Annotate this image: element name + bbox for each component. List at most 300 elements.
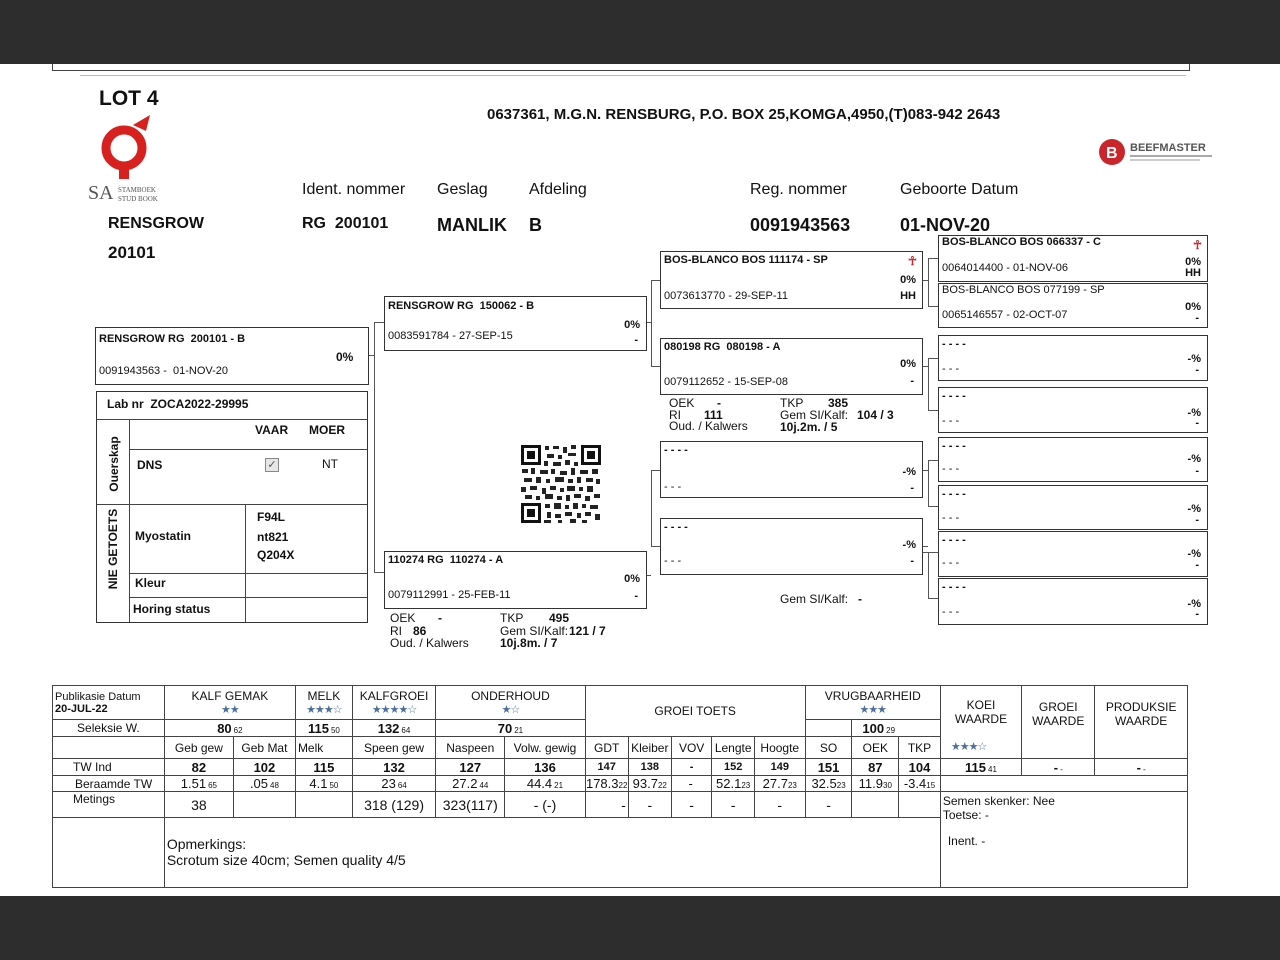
lab-col-divider	[129, 420, 130, 622]
beraamde-row	[53, 776, 1188, 792]
seleksie-kalfgroei-value: 132	[377, 720, 400, 736]
qr-code	[520, 444, 602, 524]
col-header-blank	[53, 737, 165, 759]
col-header: Volw. gewig	[505, 737, 585, 759]
met-value: -	[628, 792, 671, 818]
gg-title: - - - -	[942, 581, 966, 593]
groei-toets-header: GROEI TOETS	[585, 686, 805, 737]
dd-gem: -	[858, 592, 862, 606]
lab-row-line-3	[129, 573, 367, 574]
bt-cell	[436, 776, 505, 792]
bt-value: 11.9	[858, 776, 884, 791]
bt-cell	[295, 776, 352, 792]
gg-pct: -%	[1187, 598, 1201, 610]
dam-tkp-label: TKP	[500, 611, 524, 625]
tw-prod-sub: -	[1143, 764, 1146, 774]
bt-value: 178.3	[585, 776, 619, 791]
bt-sub: 50	[329, 781, 339, 790]
kalfgroei-stars-icon: ★★★★☆	[371, 704, 417, 716]
vaar-header: VAAR	[255, 423, 289, 437]
publication-date: 20-JUL-22	[55, 702, 108, 715]
col-header: Melk	[295, 737, 352, 759]
melk-stars-icon: ★★★☆	[306, 704, 342, 716]
lab-row-line	[129, 449, 367, 450]
top-viewer-bar	[0, 0, 1280, 64]
connector	[374, 322, 375, 572]
tw-value: 132	[352, 759, 435, 776]
melk-title: MELK	[307, 689, 341, 703]
tw-value: 151	[805, 759, 852, 776]
sire-id: 0083591784 - 27-SEP-15	[388, 330, 513, 342]
gg-box	[938, 335, 1208, 381]
gg-id: - - -	[942, 415, 960, 427]
animal-name: RENSGROW	[108, 215, 204, 232]
bt-cell	[164, 776, 233, 792]
seleksie-vrug-blank	[805, 720, 852, 737]
kalfgroei-header	[352, 686, 435, 720]
svg-text:STUD BOOK: STUD BOOK	[118, 195, 158, 203]
dam-oek-label: OEK	[390, 611, 416, 625]
bt-sub: 23	[836, 781, 846, 790]
bt-cell	[899, 776, 941, 792]
dam-gem-label: Gem SI/Kalf:	[500, 624, 569, 638]
bt-sub: 22	[618, 781, 628, 790]
gg-box	[938, 437, 1208, 482]
bt-value: -3.4	[903, 776, 927, 791]
remarks-blank	[53, 818, 165, 888]
bt-value: 93.7	[632, 776, 658, 791]
bt-sub: 22	[657, 781, 667, 790]
dam-box	[384, 551, 647, 609]
tw-koei-value: 115	[965, 759, 987, 775]
semen-donor: Semen skenker: Nee	[942, 794, 1055, 808]
subject-animal-box	[95, 327, 369, 385]
tw-prod	[1095, 759, 1188, 776]
met-value: -	[754, 792, 805, 818]
ds-box	[660, 441, 923, 498]
connector	[928, 460, 938, 461]
bt-value: 1.51	[180, 776, 207, 791]
animal-number: 20101	[108, 243, 156, 262]
dd-flag: -	[910, 555, 914, 567]
ouerskap-label: Ouerskap	[107, 436, 121, 492]
dd-box	[660, 518, 923, 575]
section-value: B	[529, 215, 542, 235]
tw-ind-row	[53, 759, 1188, 776]
met-value: -	[805, 792, 852, 818]
met-value: - (-)	[505, 792, 585, 818]
gg-id: - - -	[942, 606, 960, 618]
bt-cell	[352, 776, 435, 792]
sd-id: 0079112652 - 15-SEP-08	[664, 376, 788, 388]
connector	[374, 572, 384, 573]
col-header: GDT	[585, 737, 628, 759]
gg-box	[938, 531, 1208, 577]
myo-col-line	[245, 504, 246, 622]
gg-id: - - -	[942, 512, 960, 524]
groei-waarde-header: GROEI WAARDE	[1022, 686, 1095, 759]
ds-flag: -	[910, 482, 914, 494]
bt-value: .05	[249, 776, 269, 791]
bt-cell	[805, 776, 852, 792]
tw-groei	[1022, 759, 1095, 776]
label-reg: Reg. nommer	[750, 181, 847, 198]
ssd-flag: -	[1195, 312, 1199, 324]
bt-value: 27.7	[762, 776, 788, 791]
kalfgroei-title: KALFGROEI	[359, 689, 429, 703]
bt-cell	[233, 776, 295, 792]
ssd-id: 0065146557 - 02-OCT-07	[942, 309, 1068, 321]
myo-value-3: Q204X	[257, 548, 295, 562]
kalf-gemak-stars-icon: ★★	[221, 704, 239, 716]
met-value	[852, 792, 899, 818]
sss-id: 0064014400 - 01-NOV-06	[942, 262, 1068, 274]
col-header: Hoogte	[754, 737, 805, 759]
gg-title: - - - -	[942, 440, 966, 452]
dd-pct: -%	[902, 539, 916, 551]
bt-cell	[754, 776, 805, 792]
col-header: Naspeen	[436, 737, 505, 759]
bt-value: 44.4	[526, 776, 553, 791]
ssd-pct: 0%	[1185, 301, 1201, 313]
seleksie-kalf-gemak-sub: 62	[233, 725, 243, 735]
publication-cell	[53, 686, 165, 720]
gg-id: - - -	[942, 463, 960, 475]
onderhoud-title: ONDERHOUD	[471, 689, 550, 703]
connector	[928, 552, 929, 598]
dam-title: 110274 RG 110274 - A	[388, 554, 504, 566]
seleksie-vrug	[852, 720, 940, 737]
connector	[928, 306, 938, 307]
breeder-info: 0637361, M.G.N. RENSBURG, P.O. BOX 25,KOMGA,4950,(T)083-942 2643	[487, 106, 1001, 123]
sd-ri: 111	[704, 408, 723, 422]
bt-sub: 44	[479, 781, 489, 790]
gg-box	[938, 387, 1208, 433]
lab-divider	[97, 419, 367, 420]
tw-value: 104	[899, 759, 941, 776]
bt-sub: 23	[787, 781, 797, 790]
myo-value-1: F94L	[257, 510, 286, 524]
bt-value: 27.2	[452, 776, 478, 791]
gg-id: - - -	[942, 363, 960, 375]
gg-box	[938, 578, 1208, 625]
tw-value: 149	[754, 759, 805, 776]
sd-tkp: 385	[828, 396, 849, 410]
dns-vaar-check-icon: ✓	[265, 458, 279, 472]
sd-title: 080198 RG 080198 - A	[664, 341, 781, 353]
bt-sub: 65	[208, 781, 217, 790]
dd-id: - - -	[664, 555, 682, 567]
dam-oud: 10j.8m. / 7	[500, 636, 558, 650]
bt-cell	[852, 776, 899, 792]
subject-id: 0091943563 - 01-NOV-20	[99, 365, 229, 377]
bottom-viewer-bar	[0, 896, 1280, 960]
tw-value: 127	[436, 759, 505, 776]
dns-moer-value: NT	[322, 457, 338, 471]
sd-ri-label: RI	[669, 408, 681, 422]
connector	[651, 280, 652, 366]
metings-row	[53, 792, 1188, 818]
gg-title: - - - -	[942, 338, 966, 350]
dam-id: 0079112991 - 25-FEB-11	[388, 589, 511, 601]
ssd-box	[938, 283, 1208, 328]
sex-value: MANLIK	[437, 215, 507, 235]
connector	[928, 460, 929, 506]
sd-box	[660, 338, 923, 395]
tw-prod-value: -	[1136, 759, 1141, 775]
seleksie-vrug-sub: 29	[886, 725, 896, 735]
tw-value: 102	[233, 759, 295, 776]
melk-header	[295, 686, 352, 720]
met-label: Metings	[53, 792, 165, 818]
col-header: SO	[805, 737, 852, 759]
bt-cell	[585, 776, 628, 792]
connector	[928, 358, 929, 410]
ss-id: 0073613770 - 29-SEP-11	[664, 290, 788, 302]
sire-title: RENSGROW RG 150062 - B	[388, 300, 535, 312]
seleksie-onderhoud-sub: 21	[514, 725, 524, 735]
met-value: 38	[164, 792, 233, 818]
toetse: Toetse: -	[942, 808, 989, 822]
bt-sub: 48	[270, 781, 279, 790]
lab-box	[96, 391, 368, 623]
met-value: -	[671, 792, 712, 818]
ssd-title: BOS-BLANCO BOS 077199 - SP	[942, 284, 1105, 296]
tw-value: 147	[585, 759, 628, 776]
nie-getoets-label: NIE GETOETS	[106, 508, 120, 590]
tw-value: 82	[164, 759, 233, 776]
myo-value-2: nt821	[257, 530, 289, 544]
met-value: -	[712, 792, 754, 818]
met-value: 323(117)	[436, 792, 505, 818]
produksie-waarde-header: PRODUKSIE WAARDE	[1095, 686, 1188, 759]
inent: Inent. -	[947, 834, 986, 848]
bt-sub: 64	[397, 781, 407, 790]
studbook-small-icon: ☥	[908, 254, 917, 268]
met-value: -	[585, 792, 628, 818]
bt-blank	[940, 776, 1187, 792]
sss-box	[938, 235, 1208, 282]
connector	[928, 258, 929, 306]
seleksie-melk-value: 115	[307, 720, 329, 736]
gg-flag: -	[1195, 465, 1199, 477]
bt-sub: 23	[741, 781, 751, 790]
notes-right-cell	[940, 792, 1187, 888]
gg-title: - - - -	[942, 390, 966, 402]
tw-groei-sub: -	[1060, 764, 1063, 774]
breeding-values-table	[52, 685, 1188, 888]
gg-flag: -	[1195, 608, 1199, 620]
beefmaster-logo	[1097, 136, 1217, 168]
sd-pct: 0%	[900, 358, 916, 370]
connector	[923, 552, 938, 553]
dam-pct: 0%	[624, 573, 640, 585]
bt-sub: 15	[926, 781, 936, 790]
dns-label: DNS	[137, 458, 163, 472]
connector	[928, 598, 938, 599]
lab-number: Lab nr ZOCA2022-29995	[107, 397, 249, 411]
bt-value: 52.1	[716, 776, 742, 791]
met-value	[899, 792, 941, 818]
publication-label: Publikasie Datum	[55, 690, 141, 703]
col-header: Geb gew	[164, 737, 233, 759]
tw-value: 136	[505, 759, 585, 776]
ss-flag: HH	[900, 290, 916, 302]
col-header: Speen gew	[352, 737, 435, 759]
svg-text:B: B	[1106, 145, 1118, 162]
reg-value: 0091943563	[750, 215, 851, 235]
connector	[651, 470, 660, 471]
svg-text:SA: SA	[88, 182, 114, 204]
remarks-label: Opmerkings:	[166, 836, 247, 852]
col-header: Lengte	[712, 737, 754, 759]
gg-box	[938, 485, 1208, 530]
connector	[651, 280, 660, 281]
bt-value: -	[688, 776, 693, 791]
tw-groei-value: -	[1053, 759, 1059, 775]
gg-flag: -	[1195, 364, 1199, 376]
met-value	[295, 792, 352, 818]
seleksie-kalf-gemak-value: 80	[217, 720, 232, 736]
remarks-cell	[164, 818, 940, 888]
dd-gem-label: Gem SI/Kalf:	[780, 592, 849, 606]
col-header: VOV	[671, 737, 712, 759]
col-header: Geb Mat	[233, 737, 295, 759]
koei-waarde-title: KOEI WAARDE	[954, 698, 1008, 726]
dam-gem: 121 / 7	[569, 624, 606, 638]
gg-title: - - - -	[942, 534, 966, 546]
tw-value: 152	[712, 759, 754, 776]
tw-koei-sub: 41	[988, 764, 997, 774]
bt-sub: 30	[883, 781, 892, 790]
gg-pct: -%	[1187, 503, 1201, 515]
ds-id: - - -	[664, 481, 682, 493]
dam-oek: -	[438, 611, 442, 625]
subject-title: RENSGROW RG 200101 - B	[99, 333, 246, 345]
seleksie-vrug-value: 100	[862, 720, 885, 736]
bt-cell	[671, 776, 712, 792]
svg-text:BEEFMASTER: BEEFMASTER	[1130, 142, 1206, 154]
dam-oud-label: Oud. / Kalwers	[390, 636, 469, 650]
sd-oek-label: OEK	[669, 396, 695, 410]
bt-value: 4.1	[309, 776, 328, 791]
met-value	[233, 792, 295, 818]
sd-oek: -	[717, 396, 721, 410]
sa-studbook-logo	[88, 115, 178, 205]
bt-value: 23	[381, 776, 396, 791]
sss-pct: 0%	[1185, 256, 1201, 268]
col-header: TKP	[899, 737, 941, 759]
bt-value: 32.5	[811, 776, 837, 791]
sd-oud: 10j.2m. / 5	[780, 420, 838, 434]
sss-title: BOS-BLANCO BOS 066337 - C	[942, 236, 1101, 248]
ds-title: - - - -	[664, 444, 688, 456]
koei-waarde-header	[940, 686, 1021, 759]
sire-flag: -	[634, 334, 638, 346]
tw-koei	[940, 759, 1021, 776]
connector	[651, 366, 660, 367]
dam-ri: 86	[413, 624, 427, 638]
tw-value: 87	[852, 759, 899, 776]
studbook-small-icon: ☥	[1193, 238, 1202, 252]
sire-pct: 0%	[624, 319, 640, 331]
connector	[651, 470, 652, 546]
ss-title: BOS-BLANCO BOS 111174 - SP	[664, 254, 828, 266]
gg-flag: -	[1195, 559, 1199, 571]
dam-tkp: 495	[549, 611, 570, 625]
seleksie-kalfgroei	[352, 720, 435, 737]
ident-value: RG 200101	[302, 215, 389, 232]
subject-pct: 0%	[336, 350, 354, 364]
seleksie-kalfgroei-sub: 64	[401, 725, 411, 735]
gg-pct: -%	[1187, 548, 1201, 560]
dam-ri-label: RI	[390, 624, 402, 638]
seleksie-onderhoud-value: 70	[497, 720, 513, 736]
connector	[928, 410, 938, 411]
bt-label: Beraamde TW	[53, 776, 165, 792]
bt-cell	[505, 776, 585, 792]
label-sex: Geslag	[437, 181, 488, 198]
kleur-label: Kleur	[135, 576, 166, 590]
ds-pct: -%	[902, 466, 916, 478]
gg-flag: -	[1195, 417, 1199, 429]
myostatin-label: Myostatin	[135, 529, 192, 543]
moer-header: MOER	[309, 423, 345, 437]
remarks-text: Scrotum size 40cm; Semen quality 4/5	[166, 852, 406, 868]
connector	[928, 258, 938, 259]
gg-id: - - -	[942, 557, 960, 569]
met-value: 318 (129)	[352, 792, 435, 818]
kalf-gemak-header	[164, 686, 295, 720]
label-ident: Ident. nommer	[302, 181, 406, 198]
connector	[374, 322, 384, 323]
col-header: Kleiber	[628, 737, 671, 759]
sd-gem-label: Gem SI/Kalf:	[780, 408, 849, 422]
sd-gem: 104 / 3	[857, 408, 894, 422]
seleksie-melk	[295, 720, 352, 737]
lot-number: LOT 4	[99, 87, 159, 110]
bt-cell	[628, 776, 671, 792]
ss-pct: 0%	[900, 274, 916, 286]
lab-row-line-4	[129, 597, 367, 598]
sss-flag: HH	[1185, 267, 1201, 279]
dob-value: 01-NOV-20	[900, 215, 991, 235]
vrugbaarheid-stars-icon: ★★★	[859, 704, 887, 716]
gg-pct: -%	[1187, 407, 1201, 419]
sire-box	[384, 296, 647, 351]
connector	[928, 506, 938, 507]
kalf-gemak-title: KALF GEMAK	[191, 689, 269, 703]
onderhoud-stars-icon: ★☆	[501, 704, 520, 716]
dam-flag: -	[634, 590, 638, 602]
label-section: Afdeling	[529, 181, 587, 198]
horing-label: Horing status	[133, 602, 211, 616]
tw-value: 115	[295, 759, 352, 776]
sd-flag: -	[910, 375, 914, 387]
seleksie-kalf-gemak	[164, 720, 295, 737]
sd-tkp-label: TKP	[780, 396, 804, 410]
page-frame-top	[52, 64, 1190, 71]
gg-flag: -	[1195, 514, 1199, 526]
tw-label: TW Ind	[53, 759, 165, 776]
sd-oud-label: Oud. / Kalwers	[669, 419, 748, 433]
header-divider	[80, 75, 1186, 76]
vrugbaarheid-title: VRUGBAARHEID	[824, 689, 921, 703]
tw-value: -	[671, 759, 712, 776]
bt-sub: 21	[554, 781, 564, 790]
seleksie-label: Seleksie W.	[53, 720, 165, 737]
connector	[928, 358, 938, 359]
